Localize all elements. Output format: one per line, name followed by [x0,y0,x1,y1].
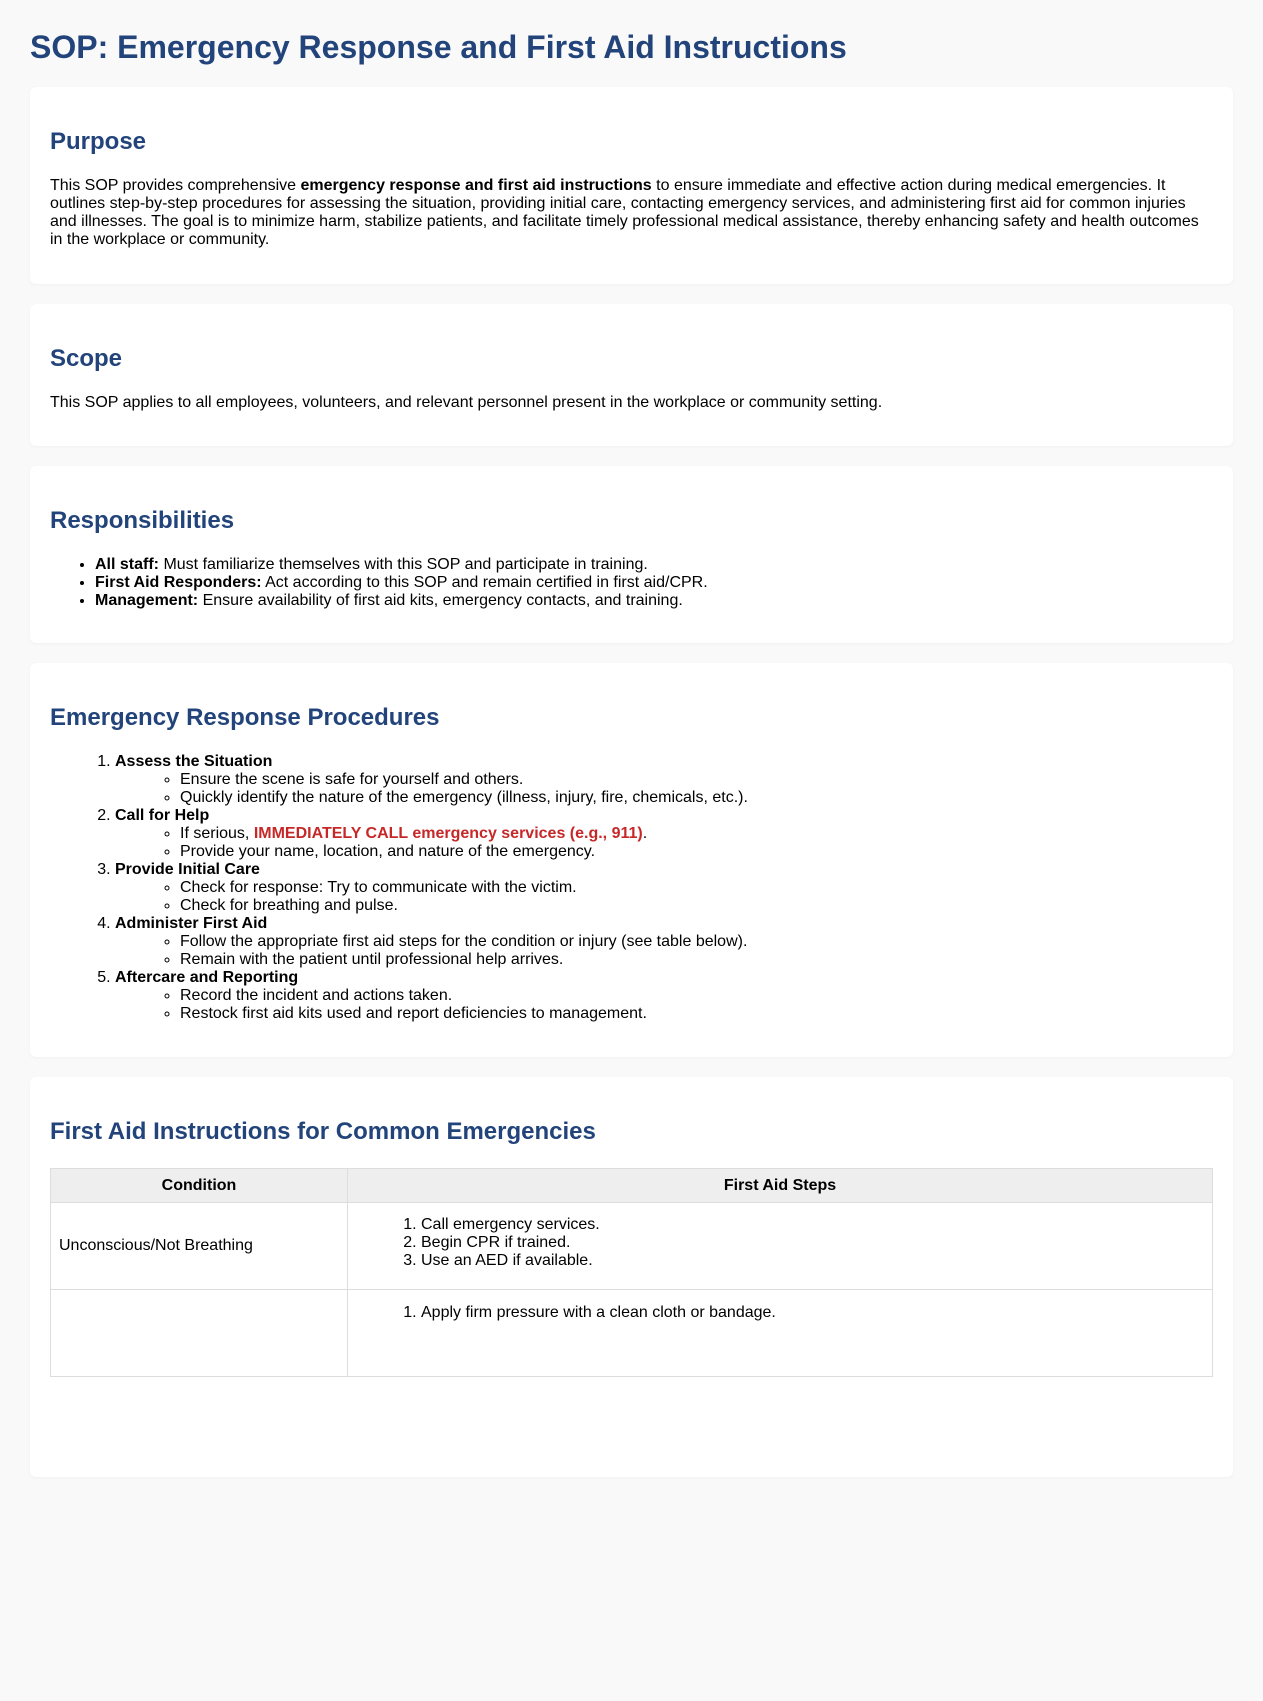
procedure-step [115,915,1213,969]
condition-cell [51,1290,348,1377]
list-item [95,556,1213,574]
substep: ◦ Provide your name, location, and nature of the emergency. [180,843,1213,861]
substep [180,825,1213,843]
step-substeps [115,933,1213,969]
steps-list [356,1304,1204,1322]
table-row [51,1290,1213,1377]
scope-heading: Scope [50,345,123,372]
procedure-step [115,969,1213,1023]
first-aid-table [50,1168,1213,1377]
substep: ◦ Record the incident and actions taken. [180,987,1213,1005]
list-item: 1. Call emergency services. [421,1216,1204,1234]
purpose-section [30,87,1233,284]
list-item: 2. Begin CPR if trained. [421,1234,1204,1252]
responsibilities-list [50,556,1213,610]
column-header-condition: Condition [51,1169,348,1203]
first-aid-section [30,1077,1233,1477]
purpose-text-end: to ensure immediate and effective action during medical emergencies. It outlines step-by-step procedures for assessing the situation, providing initial care, contacting emergency services, and administering first aid for common injuries and illnesses. The goal is to minimize harm, stabilize patients, and facilitate timely professional medical assistance, thereby enhancing safety and health outcomes in the workplace or community. [50,177,1199,248]
procedures-section [30,663,1233,1057]
procedure-step [115,861,1213,915]
step-substeps [115,879,1213,915]
role-label: All staff: [95,556,159,573]
procedure-step [115,807,1213,861]
call-suffix: . [642,825,648,842]
step-substeps [115,825,1213,861]
responsibilities-heading: Responsibilities [50,507,235,534]
step-title: Provide Initial Care [115,861,260,878]
step-title: Administer First Aid [115,915,268,932]
list-item: 1. Apply firm pressure with a clean cloth or bandage. [421,1304,1204,1322]
procedures-list [50,753,1213,1023]
steps-cell [348,1203,1213,1290]
call-prefix: If serious, [180,825,254,842]
purpose-text-start: This SOP provides comprehensive [50,177,301,194]
scope-text: This SOP applies to all employees, volunteers, and relevant personnel present in the workplace or community setting. [50,394,883,411]
step-substeps [115,987,1213,1023]
substep: ◦ Remain with the patient until professional help arrives. [180,951,1213,969]
step-substeps [115,771,1213,807]
list-item [95,574,1213,592]
scope-section [30,304,1233,446]
column-header-steps: First Aid Steps [348,1169,1213,1203]
first-aid-heading: First Aid Instructions for Common Emergencies [50,1118,596,1145]
substep: ◦ Ensure the scene is safe for yourself and others. [180,771,1213,789]
responsibilities-section [30,466,1233,643]
role-text: Ensure availability of first aid kits, emergency contacts, and training. [198,592,683,609]
role-text: Act according to this SOP and remain certified in first aid/CPR. [261,574,708,591]
substep: ◦ Quickly identify the nature of the emergency (illness, injury, fire, chemicals, etc.). [180,789,1213,807]
procedures-heading: Emergency Response Procedures [50,704,440,731]
emergency-call-warning: IMMEDIATELY CALL emergency services (e.g., 911) [253,825,643,842]
role-text: Must familiarize themselves with this SOP and participate in training. [159,556,648,573]
step-title: Assess the Situation [115,753,273,770]
purpose-heading: Purpose [50,128,147,155]
substep: ◦ Check for response: Try to communicate with the victim. [180,879,1213,897]
steps-cell [348,1290,1213,1377]
substep: ◦ Follow the appropriate first aid steps for the condition or injury (see table below). [180,933,1213,951]
list-item [95,592,1213,610]
condition-cell: Unconscious/Not Breathing [51,1203,348,1290]
table-row [51,1203,1213,1290]
role-label: First Aid Responders: [95,574,262,591]
table-header-row [51,1169,1213,1203]
page-title: SOP: Emergency Response and First Aid Instructions [30,29,847,65]
role-label: Management: [95,592,199,609]
purpose-text [50,177,1213,249]
purpose-text-bold: emergency response and first aid instructions [300,177,652,194]
step-title: Aftercare and Reporting [115,969,299,986]
steps-list [356,1216,1204,1270]
list-item: 3. Use an AED if available. [421,1252,1204,1270]
procedure-step [115,753,1213,807]
step-title: Call for Help [115,807,210,824]
substep: ◦ Check for breathing and pulse. [180,897,1213,915]
substep: ◦ Restock first aid kits used and report deficiencies to management. [180,1005,1213,1023]
